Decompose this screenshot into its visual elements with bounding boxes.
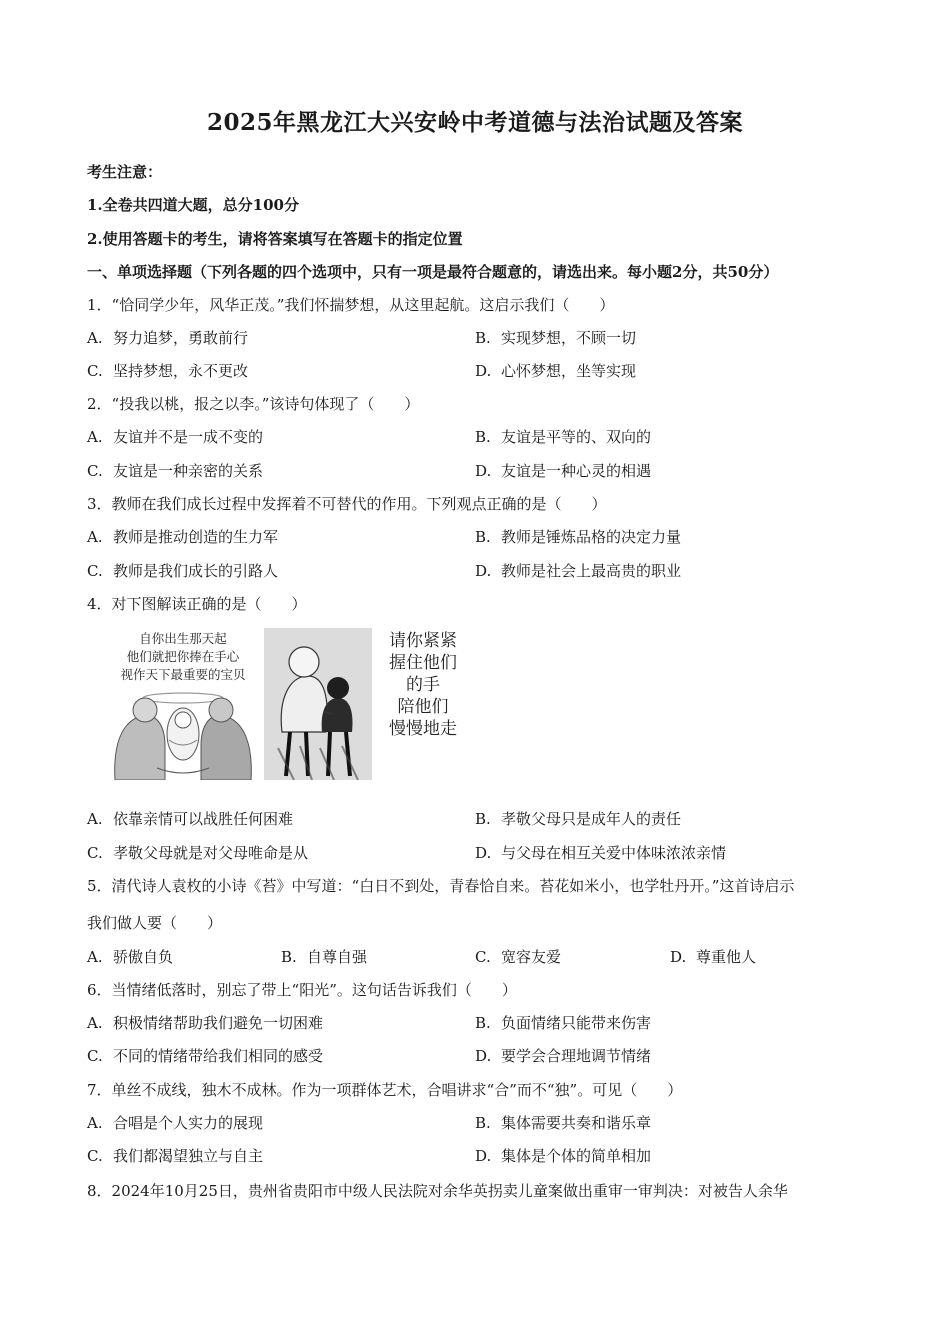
question-8-stem: 8．2024年10月25日，贵州省贵阳市中级人民法院对余华英拐卖儿童案做出重审一审判决：对被告人余华	[87, 1182, 788, 1200]
q6-option-d: D. 要学会合理地调节情绪	[475, 1047, 652, 1065]
q1-option-d: D. 心怀梦想，坐等实现	[475, 362, 637, 380]
q5-option-a: A. 骄傲自负	[87, 948, 174, 966]
question-2-stem: 2．“投我以桃，报之以李。”该诗句体现了（ ）	[87, 395, 420, 413]
question-5-stem-cont: 我们做人要（ ）	[87, 914, 223, 932]
question-5-stem: 5．清代诗人袁枚的小诗《苔》中写道：“白日不到处，青春恰自来。苔花如米小，也学牡丹开。”这首诗启示	[87, 877, 795, 895]
q3-option-d: D. 教师是社会上最高贵的职业	[475, 562, 682, 580]
q1-option-b: B. 实现梦想，不顾一切	[475, 329, 637, 347]
notice-heading: 考生注意：	[87, 163, 163, 181]
notice-item-2: 2.使用答题卡的考生，请将答案填写在答题卡的指定位置	[87, 230, 463, 248]
illustration-panel-walking	[264, 628, 372, 780]
parents-holding-baby-drawing	[107, 628, 259, 780]
section-heading: 一、单项选择题（下列各题的四个选项中，只有一项是最符合题意的，请选出来。每小题2分，共50分）	[87, 263, 779, 281]
question-1-stem: 1．“恰同学少年，风华正茂。”我们怀揣梦想，从这里起航。这启示我们（ ）	[87, 296, 615, 314]
q4-option-c: C. 孝敬父母就是对父母唯命是从	[87, 844, 309, 862]
q4-option-d: D. 与父母在相互关爱中体味浓浓亲情	[475, 844, 727, 862]
q7-option-c: C. 我们都渴望独立与自主	[87, 1147, 264, 1165]
q3-option-b: B. 教师是锤炼品格的决定力量	[475, 528, 682, 546]
q7-option-a: A. 合唱是个人实力的展现	[87, 1114, 264, 1132]
question-4-stem: 4．对下图解读正确的是（ ）	[87, 595, 307, 613]
caption-right: 请你紧紧 握住他们 的手 陪他们 慢慢地走	[389, 631, 457, 739]
child-holding-elder-hand-drawing	[264, 628, 372, 780]
q6-option-b: B. 负面情绪只能带来伤害	[475, 1014, 652, 1032]
illustration-panel-text	[375, 628, 471, 780]
q5-option-b: B. 自尊自强	[281, 948, 368, 966]
q7-option-b: B. 集体需要共奏和谐乐章	[475, 1114, 652, 1132]
q4-illustration	[107, 628, 467, 780]
q1-option-a: A. 努力追梦，勇敢前行	[87, 329, 249, 347]
q7-option-d: D. 集体是个体的简单相加	[475, 1147, 652, 1165]
q2-option-c: C. 友谊是一种亲密的关系	[87, 462, 264, 480]
q1-option-c: C. 坚持梦想，永不更改	[87, 362, 249, 380]
page-title: 2025年黑龙江大兴安岭中考道德与法治试题及答案	[206, 109, 743, 136]
caption-left: 自你出生那天起 他们就把你捧在手心 视作天下最重要的宝贝	[120, 631, 246, 682]
q2-option-a: A. 友谊并不是一成不变的	[87, 428, 264, 446]
q4-option-a: A. 依靠亲情可以战胜任何困难	[87, 810, 294, 828]
notice-item-1: 1.全卷共四道大题，总分100分	[87, 196, 299, 214]
q2-option-d: D. 友谊是一种心灵的相遇	[475, 462, 652, 480]
q2-option-b: B. 友谊是平等的、双向的	[475, 428, 652, 446]
q4-option-b: B. 孝敬父母只是成年人的责任	[475, 810, 682, 828]
q3-option-a: A. 教师是推动创造的生力军	[87, 528, 279, 546]
q6-option-c: C. 不同的情绪带给我们相同的感受	[87, 1047, 324, 1065]
question-3-stem: 3．教师在我们成长过程中发挥着不可替代的作用。下列观点正确的是（ ）	[87, 495, 607, 513]
illustration-panel-family	[107, 628, 259, 780]
q6-option-a: A. 积极情绪帮助我们避免一切困难	[87, 1014, 324, 1032]
question-6-stem: 6．当情绪低落时，别忘了带上“阳光”。这句话告诉我们（ ）	[87, 981, 517, 999]
q5-option-d: D. 尊重他人	[670, 948, 757, 966]
q5-option-c: C. 宽容友爱	[475, 948, 562, 966]
question-7-stem: 7．单丝不成线，独木不成林。作为一项群体艺术，合唱讲求“合”而不“独”。可见（ ）	[87, 1081, 683, 1099]
q3-option-c: C. 教师是我们成长的引路人	[87, 562, 279, 580]
